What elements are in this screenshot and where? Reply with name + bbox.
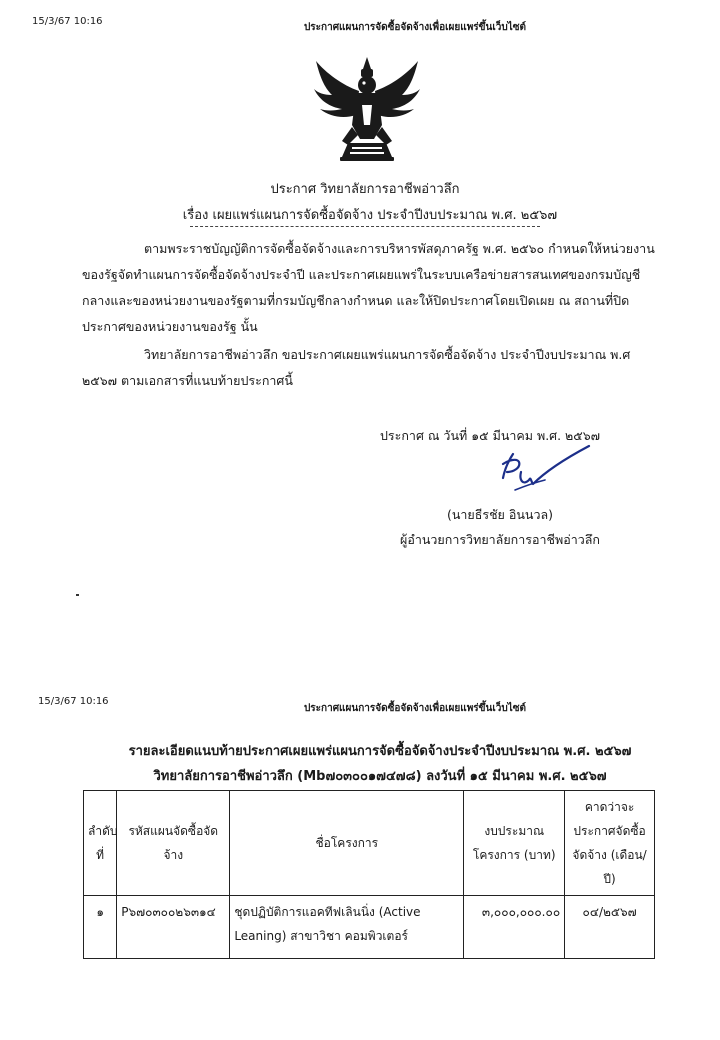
table-row <box>84 896 655 959</box>
header-no: ลำดับที่ <box>84 791 117 896</box>
cell-budget: ๓,๐๐๐,๐๐๐.๐๐ <box>464 896 565 959</box>
paragraph-2 <box>82 342 662 394</box>
signer-name: (นายธีรชัย อินนวล) <box>446 507 554 522</box>
page-header-title: ประกาศแผนการจัดซื้อจัดจ้างเพื่อเผยแพร่ขึ้นเว็บไซต์ <box>303 22 527 33</box>
scan-speck <box>76 594 79 596</box>
cell-no: ๑ <box>84 896 117 959</box>
cell-project-name: ชุดปฏิบัติการแอคทีฟเลินนิ่ง (Active Leaning) สาขาวิชา คอมพิวเตอร์ <box>230 896 464 959</box>
cell-plan-code: P๖๗๐๓๐๐๒๖๓๑๔ <box>117 896 230 959</box>
header-project-name: ชื่อโครงการ <box>230 791 464 896</box>
garuda-emblem-icon <box>312 55 422 165</box>
handwritten-signature <box>485 442 595 500</box>
procurement-plan-table <box>83 790 655 959</box>
header-budget: งบประมาณโครงการ (บาท) <box>464 791 565 896</box>
table-header-row <box>84 791 655 896</box>
print-timestamp: 15/3/67 10:16 <box>38 696 109 707</box>
paragraph-2-text: วิทยาลัยการอาชีพอ่าวลึก ขอประกาศเผยแพร่แผนการจัดซื้อจัดจ้าง ประจำปีงบประมาณ พ.ศ ๒๕๖๗ ตามเอกสารที่แนบท้ายประกาศนี้ <box>82 347 631 388</box>
announcement-date: ประกาศ ณ วันที่ ๑๕ มีนาคม พ.ศ. ๒๕๖๗ <box>380 428 601 443</box>
header-expected-month: คาดว่าจะประกาศจัดซื้อจัดจ้าง (เดือน/ปี) <box>565 791 655 896</box>
report-title: รายละเอียดแนบท้ายประกาศเผยแพร่แผนการจัดซื้อจัดจ้างประจำปีงบประมาณ พ.ศ. ๒๕๖๗ <box>128 744 632 759</box>
announcement-subject: เรื่อง เผยแพร่แผนการจัดซื้อจัดจ้าง ประจำปีงบประมาณ พ.ศ. ๒๕๖๗ <box>182 208 558 223</box>
cell-expected-month: ๐๔/๒๕๖๗ <box>565 896 655 959</box>
header-plan-code: รหัสแผนจัดซื้อจัดจ้าง <box>117 791 230 896</box>
paragraph-1-text: ตามพระราชบัญญัติการจัดซื้อจัดจ้างและการบริหารพัสดุภาครัฐ พ.ศ. ๒๕๖๐ กำหนดให้หน่วยงานของรัฐจัดทำแผนการจัดซื้อจัดจ้างประจำปี และประกาศเผยแพร่ในระบบเครือข่ายสารสนเทศของกรมบัญชีกลางและของหน่วยงานของรัฐตามที่กรมบัญชีกลางกำหนด และให้ปิดประกาศโดยเปิดเผย ณ สถานที่ปิดประกาศของหน่วยงานของรัฐ นั้น <box>82 241 655 334</box>
report-subtitle: วิทยาลัยการอาชีพอ่าวลึก (Mb๗๐๓๐๐๑๗๔๗๘) ลงวันที่ ๑๕ มีนาคม พ.ศ. ๒๕๖๗ <box>153 769 607 784</box>
dashed-divider <box>190 226 540 227</box>
print-timestamp: 15/3/67 10:16 <box>32 16 103 27</box>
page-header-title: ประกาศแผนการจัดซื้อจัดจ้างเพื่อเผยแพร่ขึ้นเว็บไซต์ <box>303 703 527 714</box>
announcement-title: ประกาศ วิทยาลัยการอาชีพอ่าวลึก <box>270 182 460 197</box>
paragraph-1 <box>82 236 662 340</box>
signer-position: ผู้อำนวยการวิทยาลัยการอาชีพอ่าวลึก <box>400 532 600 547</box>
